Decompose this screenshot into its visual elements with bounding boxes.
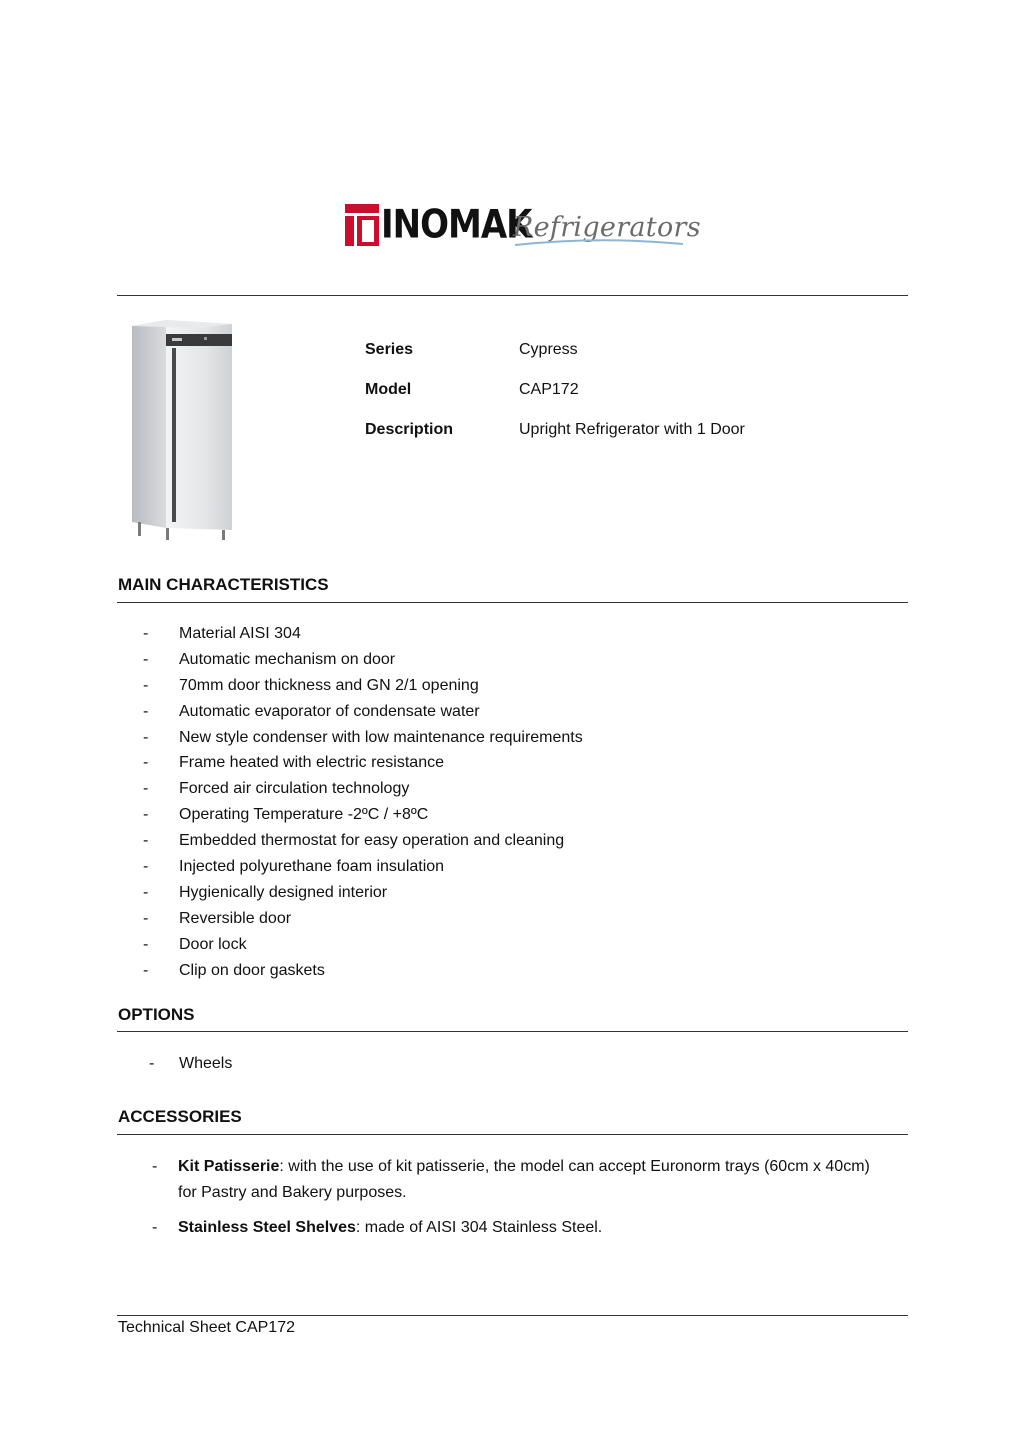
list-item: - New style condenser with low maintenance requirements — [143, 728, 583, 746]
spec-label-description: Description — [365, 421, 454, 438]
list-item: - 70mm door thickness and GN 2/1 opening — [143, 676, 479, 694]
list-item: - Forced air circulation technology — [143, 780, 410, 798]
brand-logo — [345, 198, 701, 254]
header-divider — [117, 295, 908, 296]
list-item: - Injected polyurethane foam insulation — [143, 858, 445, 876]
spec-label-series: Series — [365, 341, 414, 358]
list-item: - Wheels — [149, 1055, 233, 1072]
accessories-divider — [117, 1134, 908, 1135]
spec-label-model: Model — [365, 381, 412, 398]
footer-divider — [117, 1315, 908, 1316]
main-characteristics-list — [140, 621, 583, 983]
spec-value-description: Upright Refrigerator with 1 Door — [519, 421, 745, 438]
list-item: - Material AISI 304 — [143, 625, 301, 642]
logo-swoosh-icon — [513, 238, 685, 248]
footer-text: Technical Sheet CAP172 — [118, 1319, 295, 1336]
logo-brand-text: INOMAK — [381, 202, 532, 248]
options-list — [146, 1051, 232, 1077]
accessories-title: ACCESSORIES — [118, 1107, 242, 1126]
spec-value-series: Cypress — [519, 341, 578, 358]
accessory-item-kit-patisserie: - Kit Patisserie: with the use of kit patisserie, the model can accept Euronorm trays (60cm x 40cm) for Pastry and Bakery purposes. — [152, 1158, 870, 1201]
list-item: - Embedded thermostat for easy operation and cleaning — [143, 832, 565, 850]
main-characteristics-divider — [117, 602, 908, 603]
list-item: - Reversible door — [143, 909, 292, 927]
list-item: - Hygienically designed interior — [143, 883, 388, 901]
options-title: OPTIONS — [118, 1005, 195, 1024]
accessory-name: Stainless Steel Shelves — [178, 1219, 356, 1236]
accessory-description: : made of AISI 304 Stainless Steel. — [355, 1219, 603, 1236]
accessory-item-stainless-steel-shelves: - Stainless Steel Shelves: made of AISI 304 Stainless Steel. — [152, 1219, 603, 1236]
list-item: - Door lock — [143, 935, 247, 953]
list-item: - Automatic evaporator of condensate water — [143, 702, 480, 720]
spec-value-model: CAP172 — [519, 381, 579, 398]
main-characteristics-title: MAIN CHARACTERISTICS — [118, 575, 329, 594]
options-divider — [117, 1031, 908, 1032]
upright-refrigerator-icon — [126, 316, 238, 544]
list-item: - Operating Temperature -2ºC / +8ºC — [143, 806, 429, 824]
accessory-name: Kit Patisserie — [178, 1158, 280, 1175]
logo-tagline: Refrigerators — [513, 212, 701, 243]
accessory-description: : with the use of kit patisserie, the model can accept Euronorm trays (60cm x 40cm) for Pastry and Bakery purposes. — [178, 1158, 870, 1201]
list-item: - Frame heated with electric resistance — [143, 754, 444, 772]
list-item: - Clip on door gaskets — [143, 961, 325, 979]
list-item: - Automatic mechanism on door — [143, 650, 396, 668]
logo-mark-icon — [345, 204, 379, 246]
